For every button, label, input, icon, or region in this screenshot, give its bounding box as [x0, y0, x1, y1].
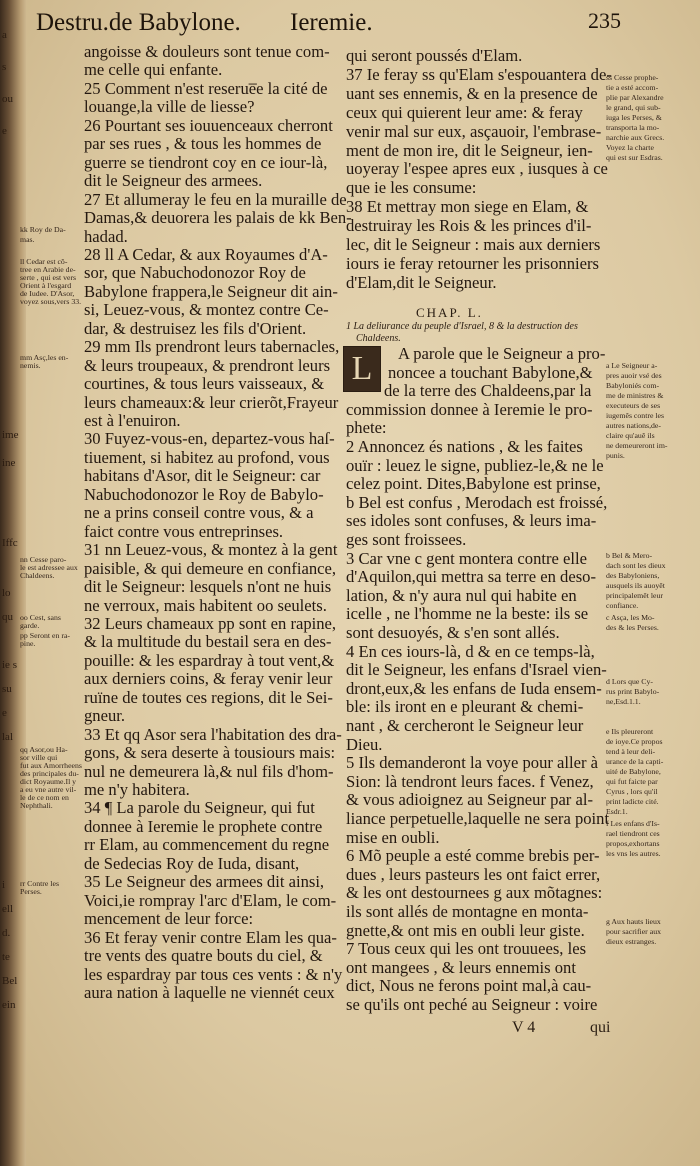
margin-note-line: des Babyloniens, [606, 571, 660, 580]
left-col-line: faict contre vous entreprinses. [84, 521, 284, 541]
margin-note-line: Babyloniés com- [606, 381, 660, 390]
left-col-line: sor, que Nabuchodonozor Roy de [84, 263, 306, 283]
margin-note-line: ne,Esd.1.1. [606, 697, 641, 706]
left-col-line: tiuement, si habitez au profond, vous [84, 447, 330, 467]
gutter-text: su [2, 684, 12, 695]
margin-note-line: e Ils pleureront [606, 727, 654, 736]
right-col-line: gnette,& ont mis en oubli leur giste. [346, 920, 585, 940]
right-col-line: nant , & cercheront le Seigneur leur [346, 716, 584, 735]
margin-note-line: Perses. [20, 887, 42, 896]
margin-note-line: confiance. [606, 601, 639, 610]
margin-note-line: me de ministres & [606, 391, 664, 400]
margin-note-line: pp Seront en ra- [20, 631, 71, 640]
margin-note-line: narchie aux Grecs. [606, 133, 665, 142]
right-col-line: 6 Mõ peuple a esté comme brebis per- [346, 846, 600, 866]
right-col-top-line: d'Elam,dit le Seigneur. [346, 272, 497, 292]
margin-note-line: urance de la capti- [606, 757, 664, 766]
margin-note-line: oo Cest, sans [20, 613, 61, 622]
margin-note-line: dict Royaume.Il y [20, 777, 77, 786]
left-col-line: Nabuchodonozor le Roy de Babylo- [84, 484, 324, 504]
margin-note-line: le grand, qui sub- [606, 103, 661, 112]
margin-note-line: le est adressee aux [20, 563, 78, 572]
margin-note-line: ss Cesse prophe- [606, 73, 659, 82]
gutter-text: ein [2, 1000, 16, 1011]
margin-note-line: des principales du- [20, 769, 79, 778]
right-col-top-line: ceux qui quierent leur ame: & feray [346, 102, 583, 122]
left-col-line: & la multitude du bestail sera en des- [84, 632, 332, 652]
page-number: 235 [588, 8, 621, 33]
left-col-line: 29 mm Ils prendront leurs tabernacles, [84, 337, 340, 357]
left-col-line: louange,la ville de liesse? [84, 97, 255, 117]
left-col-line: habitans d'Asor, dit le Seigneur: car [84, 466, 321, 486]
right-col-line: celez point. Dites,Babylone est prinse, [346, 474, 601, 494]
gutter-text: ie s [2, 660, 17, 671]
gutter-text: e [2, 126, 7, 137]
margin-note-line: autres nations,de- [606, 421, 661, 430]
margin-note-line: plie par Alexandre [606, 93, 664, 102]
margin-note-line: pour sacrifier aux [606, 927, 661, 936]
gutter-text: s [2, 62, 7, 73]
chapter-heading: CHAP. L. [416, 305, 483, 320]
left-col-line: angoisse & douleurs sont tenue com- [84, 42, 330, 61]
left-col-line: si, Leuez-vous, & montez contre Ce- [84, 300, 329, 320]
left-col-line: hadad. [84, 226, 128, 246]
margin-note-line: des & les Perses. [606, 623, 659, 632]
right-col-line: de la terre des Chaldeens,par la [384, 381, 592, 401]
gutter-text: qu [2, 612, 13, 623]
margin-note-line: sor ville qui [20, 753, 58, 762]
margin-note-line: executeurs de ses [606, 401, 661, 410]
right-col-top-line: uoyeray l'espee apres eux , iusques à ce [346, 159, 608, 179]
gutter-text: ine [2, 458, 16, 469]
right-col-top-line: venir mal sur eux, asçauoir, l'embrase- [346, 121, 602, 141]
left-col-line: rr Elam, au commencement du regne [84, 835, 330, 855]
right-col-line: ges sont froissees. [346, 530, 467, 549]
left-col-line: me n'y habitera. [84, 780, 190, 799]
left-col-line: 28 ll A Cedar, & aux Royaumes d'A- [84, 244, 328, 264]
left-col-line: ne verroux, mais habitent oo seulets. [84, 595, 327, 615]
margin-note-line: kk Roy de Da- [20, 225, 66, 234]
right-col-line: ils sont allés de montagne en monta- [346, 902, 589, 921]
margin-note-line: tree en Arabie de- [20, 265, 76, 274]
right-col-line: & vous adioignez au Seigneur par al- [346, 790, 593, 810]
margin-note-line: Cyrus , lors qu'il [606, 787, 658, 796]
right-col-line: commission donnee à Ieremie le pro- [346, 399, 593, 419]
right-col-line: dues , leurs pasteurs les ont faict errer, [346, 864, 601, 884]
left-col-line: paisible, & qui demeure en confiance, [84, 558, 337, 578]
margin-note-line: tie a esté accom- [606, 83, 659, 92]
right-col-line: A parole que le Seigneur a pro- [398, 344, 606, 363]
left-col-line: leurs chameaux:& leur crierõt,Frayeur [84, 392, 339, 412]
right-col-line: ouïr : leuez le signe, publiez-le,& ne le [346, 455, 604, 475]
left-col-line: aura nation à laquelle ne viennét ceux [84, 982, 335, 1002]
margin-note-line: Orient à l'esgard [20, 281, 72, 290]
margin-note-line: de Iudee. D'Asor, [20, 289, 75, 298]
margin-note-line: de ioye.Ce propos [606, 737, 663, 746]
left-col-line: 35 Le Seigneur des armees dit ainsi, [84, 872, 325, 892]
margin-note-line: nemis. [20, 361, 41, 370]
margin-note-line: fut aux Amorrheens [20, 761, 82, 770]
left-col-line: par ses rues , & tous les hommes de [84, 134, 322, 154]
gutter-text: lal [2, 732, 13, 743]
right-col-line: ses idoles sont confuses, & leurs ima- [346, 511, 597, 531]
right-col-line: ont mangees , & leurs ennemis ont [346, 957, 576, 977]
right-col-top-line: destruiray les Rois & les princes d'il- [346, 216, 592, 236]
margin-note-line: rael tiendront ces [606, 829, 660, 838]
margin-note-line: Esdr.1. [606, 807, 628, 816]
drop-cap: L [343, 346, 381, 392]
binding-gutter [0, 0, 26, 1166]
margin-note-line: propos,exhortans [606, 839, 660, 848]
margin-note-line: Voyez la charte [606, 143, 654, 152]
right-col-line: dront,eux,& les enfans de Iuda ensem- [346, 678, 602, 698]
left-col-line: nul ne demeurera là,& nul fils d'hom- [84, 761, 334, 781]
right-col-top-line: 38 Et mettray mon siege en Elam, & [346, 197, 589, 217]
left-col-line: ruïne de toutes ces regions, dit le Sei- [84, 687, 333, 707]
right-col-top-line: iours ie feray retourner les prisonniers [346, 253, 599, 273]
margin-note-line: le de ce nom en [20, 793, 69, 802]
signature-mark: V 4 [512, 1019, 536, 1036]
right-col-line: b Bel est confus , Merodach est froissé, [346, 492, 608, 512]
left-col-line: 32 Leurs chameaux pp sont en rapine, [84, 613, 337, 633]
margin-note-line: d Lors que Cy- [606, 677, 653, 686]
margin-note-line: iuga les Perses, & [606, 113, 662, 122]
chapter-summary: Chaldeens. [356, 333, 401, 344]
right-col-top-line: 37 Ie feray ss qu'Elam s'espouantera de- [346, 64, 612, 84]
left-col-line: & leurs troupeaux, & prendront leurs [84, 355, 331, 375]
right-col-line: phete: [346, 418, 387, 438]
right-col-line: lation, & n'y aura nul qui habite en [346, 585, 577, 605]
right-col-line: 7 Tous ceux qui les ont trouuees, les [346, 939, 587, 959]
margin-note-line: ausquels ils auoyẽt [606, 581, 665, 590]
gutter-text: ime [2, 430, 19, 441]
margin-note-line: print ladicte cité. [606, 797, 659, 806]
margin-note-line: rus print Babylo- [606, 687, 660, 696]
right-col-top-line: que ie les consume: [346, 178, 477, 198]
margin-note-line: mas. [20, 235, 35, 244]
left-col-line: pouille: & les espardray à tout vent,& [84, 650, 335, 670]
margin-note-line: g Aux hauts lieux [606, 917, 661, 926]
right-col-line: 2 Annoncez és nations , & les faites [346, 437, 583, 456]
margin-note-line: mm Asç,les en- [20, 353, 69, 362]
right-col-line: & les ont destournees g aux mõtagnes: [346, 883, 603, 903]
margin-note-line: garde. [20, 621, 40, 630]
left-col-line: est à l'enuiron. [84, 411, 181, 430]
gutter-text: ou [2, 94, 13, 105]
running-head-left: Destru.de Babylone. [36, 9, 241, 36]
left-col-line: 36 Et feray venir contre Elam les qua- [84, 927, 337, 947]
left-col-line: tre vents des quatre bouts du ciel, & [84, 946, 323, 966]
right-col-line: 5 Ils demanderont la voye pour aller à [346, 753, 599, 773]
left-col-line: Damas,& deuorera les palais de kk Ben- [84, 208, 352, 228]
gutter-text: Bel [2, 976, 18, 987]
left-col-line: 30 Fuyez-vous-en, departez-vous haſ- [84, 429, 335, 449]
right-col-top-line: qui seront poussés d'Elam. [346, 46, 523, 65]
gutter-text: d. [2, 928, 11, 939]
margin-note-line: a eu vne autre vil- [20, 785, 77, 794]
left-col-line: dit le Seigneur des armees. [84, 171, 263, 191]
gutter-text: i [2, 880, 6, 891]
margin-note-line: ll Cedar est cõ- [20, 257, 68, 266]
gutter-text: e [2, 708, 7, 719]
left-col-line: 31 nn Leuez-vous, & montez à la gent [84, 540, 338, 560]
margin-note-line: Chaldeens. [20, 571, 55, 580]
right-col-top-line: ment de mon ire, dit le Seigneur, ien- [346, 140, 593, 160]
gutter-text: ell [2, 904, 13, 915]
margin-note-line: a Le Seigneur a- [606, 361, 658, 370]
left-col-line: 26 Pourtant ses iouuenceaux cherront [84, 115, 333, 135]
margin-note-line: les vns les autres. [606, 849, 661, 858]
right-col-line: 3 Car vne c gent montera contre elle [346, 548, 587, 568]
margin-note-line: Nephthali. [20, 801, 53, 810]
margin-note-line: voyez sous,vers 33. [20, 297, 82, 306]
left-col-line: Voici,ie rompray l'arc d'Elam, le com- [84, 890, 337, 910]
gutter-text: te [2, 952, 10, 963]
margin-note-line: principalemẽt leur [606, 591, 663, 600]
left-col-line: 27 Et allumeray le feu en la muraille de [84, 189, 347, 209]
margin-note-line: iugemẽs contre les [606, 411, 665, 420]
right-col-line: ble: ils iront en e pleurant & chemi- [346, 697, 584, 717]
margin-note-line: serte , qui est vers [20, 273, 77, 282]
margin-note-line: dach sont les dieux [606, 561, 666, 570]
margin-note-line: transporta la mo- [606, 123, 660, 132]
left-col-line: 33 Et qq Asor sera l'habitation des dra- [84, 724, 342, 744]
left-col-line: 25 Comment n'est reserue̅e la cité de [84, 78, 328, 98]
left-col-line: me celle qui enfante. [84, 60, 223, 80]
left-col-line: mencement de leur force: [84, 909, 254, 929]
right-col-line: dit le Seigneur, les enfans d'Israel vien- [346, 660, 607, 680]
chapter-summary: 1 La deliurance du peuple d'Israel, 8 & la destruction des [346, 321, 578, 332]
margin-note-line: c Asça, les Mo- [606, 613, 655, 622]
right-col-line: icelle , ne l'homme ne la beste: ils se [346, 604, 589, 624]
margin-note-line: nn Cesse paro- [20, 555, 67, 564]
right-col-line: liance perpetuelle,laquelle ne sera point [346, 809, 610, 828]
left-col-line: donnee à Ieremie le prophete contre [84, 816, 323, 836]
right-col-top-line: uant ses ennemis, & en la presence de [346, 83, 598, 103]
left-col-line: 34 ¶ La parole du Seigneur, qui fut [84, 798, 315, 818]
margin-note-line: qui fut faicte par [606, 777, 658, 786]
left-col-line: les espardray par tous ces vents : & n'y [84, 964, 343, 984]
margin-note-line: ne demeureront im- [606, 441, 668, 450]
margin-note-line: uité de Babylone, [606, 767, 661, 776]
left-col-line: gneur. [84, 706, 126, 726]
left-col-line: aux derniers coins, & feray venir leur [84, 669, 333, 689]
catchword: qui [590, 1019, 611, 1036]
margin-note-line: rr Contre les [20, 879, 59, 888]
margin-note-line: pres auoir vsé des [606, 371, 662, 380]
margin-note-line: claire qu'auẽ ils [606, 431, 655, 440]
margin-note-line: qui est sur Esdras. [606, 153, 663, 162]
right-col-line: noncee a touchant Babylone,& [388, 362, 593, 382]
margin-note-line: qq Asor,ou Ha- [20, 745, 68, 754]
right-col-line: d'Aquilon,qui mettra sa terre en deso- [346, 567, 596, 587]
right-col-top-line: lec, dit le Seigneur : mais aux derniers [346, 235, 601, 254]
left-col-line: dar, & destruisez les fils d'Orient. [84, 318, 307, 338]
right-col-line: dict, Nous ne ferons point mal,à cau- [346, 976, 592, 996]
margin-note-line: b Bel & Mero- [606, 551, 653, 560]
margin-note-line: dieux estranges. [606, 937, 657, 946]
right-col-line: 4 En ces iours-là, d & en ce temps-là, [346, 641, 595, 661]
left-col-line: guerre se tiendront coy en ce iour-là, [84, 152, 328, 172]
gutter-text: lo [2, 588, 11, 599]
right-col-line: mise en oubli. [346, 827, 440, 847]
gutter-text: Iffc [2, 538, 18, 549]
gutter-text: a [2, 30, 7, 41]
margin-note-line: tend à leur deli- [606, 747, 656, 756]
left-col-line: Babylone frappera,le Seigneur dit ain- [84, 281, 338, 301]
left-col-line: de Sedecias Roy de Iuda, disant, [84, 853, 300, 873]
right-col-line: se qu'ils ont peché au Seigneur : voire [346, 995, 598, 1014]
right-col-line: Dieu. [346, 734, 383, 754]
left-col-line: ne a prins conseil contre vous, & a [84, 503, 314, 523]
margin-note-line: f Les enfans d'Is- [606, 819, 660, 828]
left-col-line: gons, & sera deserte à tousiours mais: [84, 743, 336, 763]
right-col-line: Sion: là tendront leurs faces. f Venez, [346, 771, 594, 791]
running-head-center: Ieremie. [290, 9, 373, 36]
margin-note-line: punis. [606, 451, 625, 460]
left-col-line: courtines, & tous leurs vaisseaux, & [84, 374, 325, 394]
right-col-line: sont desuoyés, & s'en sont allés. [346, 623, 560, 642]
left-col-line: dit le Seigneur: lesquels n'ont ne huis [84, 577, 332, 597]
margin-note-line: pine. [20, 639, 36, 648]
